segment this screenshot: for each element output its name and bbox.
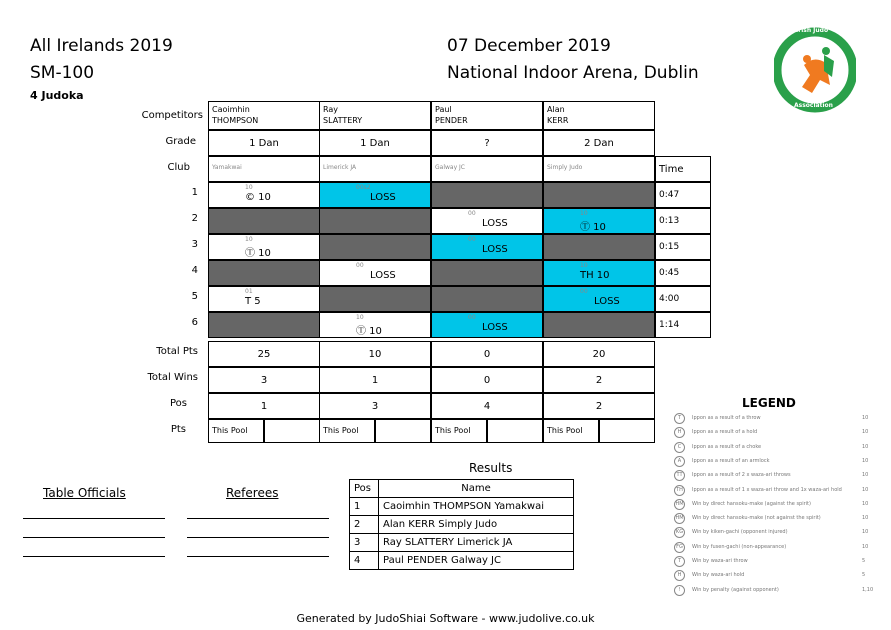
logo-text-bottom: Association [794,102,833,109]
competitor-name-cell [431,101,543,130]
total-pts-cell [208,341,320,367]
match-loss: LOSS [370,270,396,281]
pos-cell [319,393,431,419]
grade-cell [208,130,320,156]
this-pool-label: This Pool [547,426,583,435]
legend-description: Win by direct hansoku-make (not against the spirit) [692,515,821,522]
competitor-last-name: THOMPSON [212,116,259,125]
competitor-name-cell [319,101,431,130]
total-pts-cell [543,341,655,367]
match-score-code: 00 [356,262,364,269]
match-cell [319,234,431,260]
this-pool-cell [543,419,599,443]
legend-description: Ippon as a result of 1 x waza-ari throw and 1x waza-ari hold [692,486,842,493]
legend-points: 10 [862,457,869,464]
this-pool-cell [431,419,487,443]
signature-line [187,518,329,519]
result-name: Paul PENDER Galway JC [379,552,574,570]
club-value: Limerick JA [323,164,357,171]
match-score-code: 01 [245,288,253,295]
match-loss: LOSS [482,322,508,333]
table-row [350,552,574,570]
total-pts-value: 25 [257,349,271,360]
match-time: 0:45 [659,268,680,278]
grade-value: 2 Dan [584,138,614,149]
match-cell [319,286,431,312]
club-cell [431,156,543,182]
pos-cell [431,393,543,419]
signature-line [23,537,165,538]
referees-heading: Referees [226,486,279,500]
grade-value: 1 Dan [249,138,279,149]
total-pts-value: 20 [592,349,606,360]
legend-symbol-icon: T [674,413,685,424]
match-number: 5 [191,291,198,302]
legend-points: 10 [862,529,869,536]
club-value: Yamakwai [212,164,242,171]
result-pos: 3 [350,534,379,552]
match-number: 4 [191,265,198,276]
legend-points: 10 [862,543,869,550]
match-cell [208,260,320,286]
time-cell [655,260,711,286]
match-cell [431,208,543,234]
club-cell [319,156,431,182]
match-loss: LOSS [594,296,620,307]
time-cell [655,286,711,312]
total-wins-cell [208,367,320,393]
total-pts-value: 10 [368,349,382,360]
match-score-code: 10 [580,210,588,217]
table-row [350,534,574,552]
match-cell [208,312,320,338]
legend-description: Win by waza-ari hold [692,572,745,579]
match-result: TH 10 [580,270,610,281]
time-header: Time [659,164,684,175]
legend-points: 10 [862,415,869,421]
competitor-first-name: Caoimhin [212,105,250,114]
result-pos: 1 [350,498,379,516]
match-cell [543,286,655,312]
match-number: 1 [191,187,198,198]
legend-points: 10 [862,500,869,507]
event-date: 07 December 2019 [447,36,611,56]
this-pool-label: This Pool [212,426,248,435]
total-wins-value: 1 [371,375,379,386]
results-header-row [350,480,574,498]
competitor-last-name: PENDER [435,116,468,125]
total-wins-label: Total Wins [147,372,198,383]
grade-value: 1 Dan [360,138,390,149]
pool-extra-cell [375,419,431,443]
competitors-label: Competitors [141,110,203,121]
match-score-code: 10 [356,314,364,321]
match-loss: LOSS [370,192,396,203]
club-label: Club [167,162,190,173]
legend-points: 10 [862,429,869,436]
legend-symbol-icon: HM [674,513,685,524]
match-cell [319,182,431,208]
match-cell [208,182,320,208]
legend-symbol-icon: TH [674,485,685,496]
time-cell [655,182,711,208]
legend-description: Ippon as a result of a hold [692,429,758,436]
signature-line [187,556,329,557]
this-pool-label: This Pool [323,426,359,435]
time-cell [655,234,711,260]
club-cell [543,156,655,182]
results-table [349,479,574,570]
match-time: 4:00 [659,294,680,304]
results-name-header: Name [379,480,574,498]
pos-cell [208,393,320,419]
grade-cell [319,130,431,156]
event-venue: National Indoor Arena, Dublin [447,63,699,83]
match-number: 2 [191,213,198,224]
signature-line [23,556,165,557]
result-pos: 4 [350,552,379,570]
competitor-first-name: Alan [547,105,565,114]
logo-text-top: Irish Judo [796,27,829,34]
legend-symbol-icon: ! [674,585,685,596]
legend-description: Win by kiken-gachi (opponent injured) [692,529,788,536]
match-score-code: 10 [245,184,253,191]
match-cell [543,182,655,208]
club-value: Galway JC [435,164,465,171]
total-wins-value: 3 [260,375,268,386]
match-score-code: 00 [580,288,588,295]
legend-points: 10 [862,443,869,450]
match-cell [543,260,655,286]
results-pos-header: Pos [350,480,379,498]
table-officials-heading: Table Officials [43,486,126,500]
match-cell [543,208,655,234]
total-wins-value: 2 [595,375,603,386]
competitor-first-name: Paul [435,105,452,114]
match-score-code: 10 [245,236,253,243]
pos-cell [543,393,655,419]
match-cell [319,208,431,234]
legend-description: Win by waza-ari throw [692,558,748,564]
result-name: Alan KERR Simply Judo [379,516,574,534]
match-number: 3 [191,239,198,250]
legend-description: Ippon as a result of a throw [692,415,761,421]
legend-points: 5 [862,558,866,564]
legend-points: 5 [862,572,866,579]
pos-value: 1 [260,401,268,412]
total-pts-cell [431,341,543,367]
match-score-code: 10 [580,262,588,269]
pos-value: 3 [371,401,379,412]
legend-symbol-icon: T [674,556,685,567]
match-time: 1:14 [659,320,680,330]
pos-value: 2 [595,401,603,412]
total-wins-cell [543,367,655,393]
match-score-code: 00 [468,236,476,243]
this-pool-label: This Pool [435,426,471,435]
results-title: Results [469,461,513,475]
legend-symbol-icon: FG [674,542,685,553]
result-name: Ray SLATTERY Limerick JA [379,534,574,552]
match-cell [208,234,320,260]
tournament-title: All Irelands 2019 [30,36,173,56]
this-pool-cell [208,419,264,443]
time-cell [655,208,711,234]
pos-value: 4 [483,401,491,412]
match-result: T 5 [245,296,261,307]
match-result: Ⓣ 10 [245,248,271,259]
grade-label: Grade [165,136,196,147]
match-cell [431,234,543,260]
total-wins-value: 0 [483,375,491,386]
pts-label: Pts [170,424,186,435]
grade-cell [431,130,543,156]
match-time: 0:13 [659,216,680,226]
match-cell [543,234,655,260]
match-time: 0:15 [659,242,680,252]
legend-description: Ippon as a result of 2 x waza-ari throws [692,472,791,479]
legend-symbol-icon: KG [674,527,685,538]
match-cell [431,182,543,208]
legend-symbol-icon: HM [674,499,685,510]
club-cell [208,156,320,182]
legend-description: Ippon as a result of a choke [692,443,762,450]
legend-symbol-icon: C [674,442,685,453]
judoka-count: 4 Judoka [30,89,84,102]
match-score-code: 00s2 [356,184,371,191]
match-score-code: 00 [468,314,476,321]
legend-description: Win by direct hansoku-make (against the spirit) [692,500,811,507]
legend-points: 10 [862,472,869,479]
pool-extra-cell [264,419,320,443]
legend-points: 10 [862,486,869,493]
match-cell [431,312,543,338]
table-row [350,516,574,534]
match-cell [208,286,320,312]
grade-cell [543,130,655,156]
legend-symbol-icon: H [674,570,685,581]
match-result: © 10 [245,192,271,203]
match-cell [319,260,431,286]
total-pts-label: Total Pts [156,346,198,357]
competitor-last-name: KERR [547,116,569,125]
time-cell [655,312,711,338]
competitor-name-cell [208,101,320,130]
match-cell [431,286,543,312]
match-cell [319,312,431,338]
match-result: Ⓣ 10 [356,326,382,337]
time-header-cell [655,156,711,182]
match-cell [431,260,543,286]
result-pos: 2 [350,516,379,534]
this-pool-cell [319,419,375,443]
total-pts-cell [319,341,431,367]
total-wins-cell [319,367,431,393]
category-code: SM-100 [30,63,95,83]
legend-description: Win by penalty (against opponent) [692,586,779,593]
match-result: Ⓣ 10 [580,222,606,233]
pool-extra-cell [599,419,655,443]
competitor-first-name: Ray [323,105,339,114]
match-cell [208,208,320,234]
competitor-last-name: SLATTERY [323,116,363,125]
total-pts-value: 0 [483,349,491,360]
match-number: 6 [191,317,198,328]
signature-line [23,518,165,519]
table-row [350,498,574,516]
legend-description: Win by fusen-gachi (non-appearance) [692,543,787,550]
legend-symbol-icon: A [674,456,685,467]
total-wins-cell [431,367,543,393]
pool-extra-cell [487,419,543,443]
grade-value: ? [484,138,490,149]
ija-logo [774,25,856,115]
signature-line [187,537,329,538]
legend-points: 10 [862,515,869,522]
footer-text: Generated by JudoShiai Software - www.judolive.co.uk [296,612,595,625]
legend-points: 1,10 [862,586,874,593]
club-value: Simply Judo [547,164,583,171]
legend-description: Ippon as a result of an armlock [692,457,770,464]
competitor-name-cell [543,101,655,130]
legend-symbol-icon: H [674,427,685,438]
legend-symbol-icon: TT [674,470,685,481]
pos-label: Pos [169,398,187,409]
result-name: Caoimhin THOMPSON Yamakwai [379,498,574,516]
match-score-code: 00 [468,210,476,217]
match-loss: LOSS [482,218,508,229]
match-time: 0:47 [659,190,680,200]
legend-title: LEGEND [742,396,796,410]
match-cell [543,312,655,338]
match-loss: LOSS [482,244,508,255]
